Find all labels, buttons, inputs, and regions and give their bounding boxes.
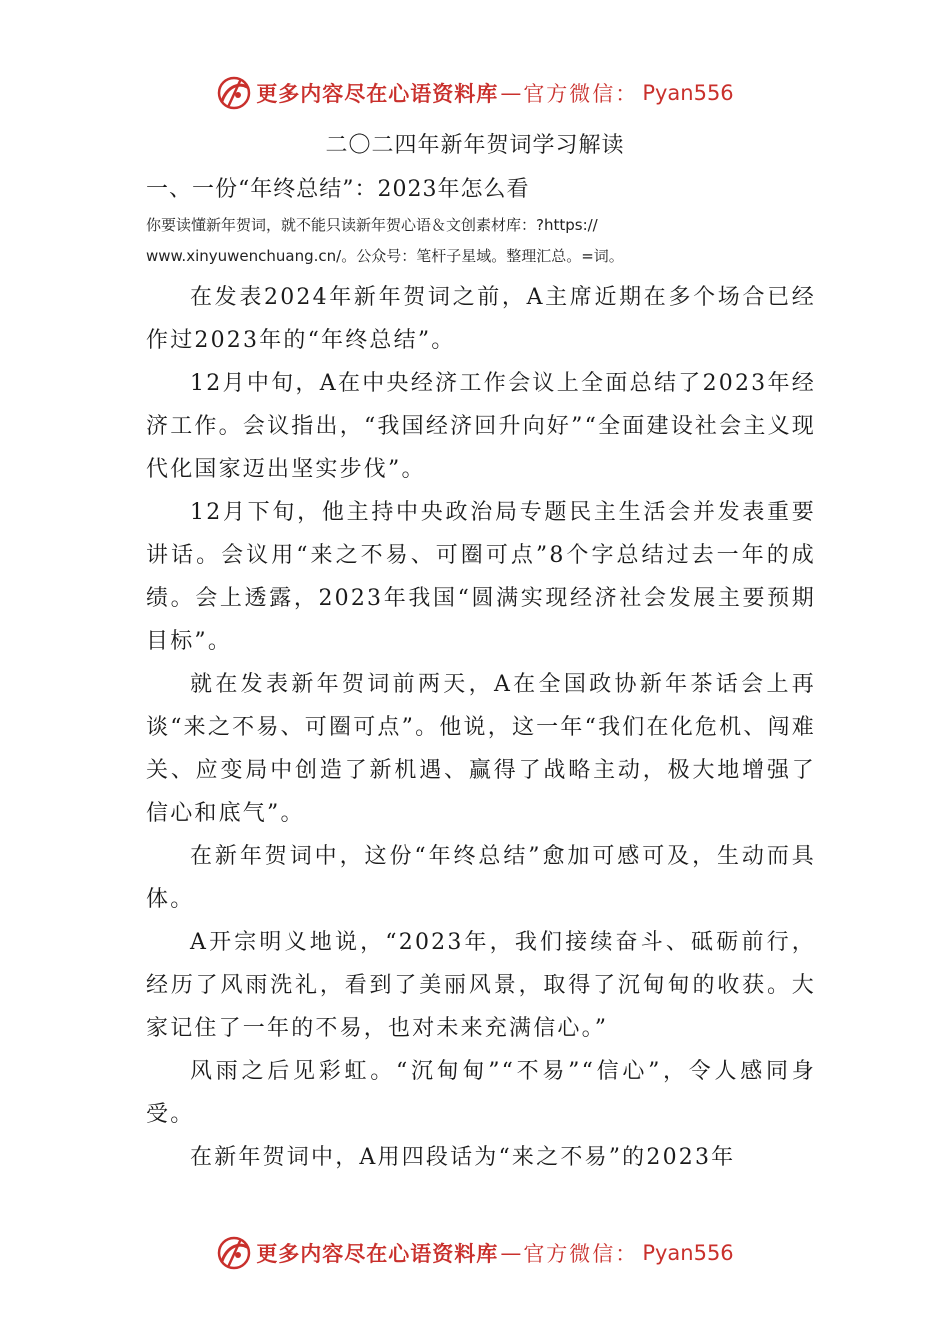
brand-logo-icon	[216, 1235, 252, 1271]
paragraph: 在发表2024年新年贺词之前，A主席近期在多个场合已经作过2023年的“年终总结”。	[146, 285, 816, 353]
source-note-line-2: www.xinyuwenchuang.cn/。公众号：笔杆子星域。整理汇总。=词。	[146, 247, 624, 265]
source-note-line-1: 你要读懂新年贺词，就不能只读新年贺心语＆文创素材库：?https://	[146, 216, 598, 234]
paragraph: A开宗明义地说，“2023年，我们接续奋斗、砥砺前行，经历了风雨洗礼，看到了美丽风景，取得了沉甸甸的收获。大家记住了一年的不易，也对未来充满信心。”	[146, 930, 816, 1041]
watermark-official-label: 官方微信：	[523, 1242, 639, 1266]
paragraph: 在新年贺词中，A用四段话为“来之不易”的2023年	[190, 1145, 736, 1170]
article-body	[146, 276, 816, 1179]
section-heading: 一、一份“年终总结”：2023年怎么看	[146, 177, 530, 202]
brand-logo-icon	[216, 75, 252, 111]
watermark-account: Pyan556	[642, 81, 734, 105]
paragraph: 风雨之后见彩虹。“沉甸甸”“不易”“信心”，令人感同身受。	[146, 1059, 816, 1127]
paragraph: 在新年贺词中，这份“年终总结”愈加可感可及，生动而具体。	[146, 844, 816, 912]
paragraph: 12月中旬，A在中央经济工作会议上全面总结了2023年经济工作。会议指出，“我国经济回升向好”“全面建设社会主义现代化国家迈出坚实步伐”。	[146, 371, 816, 482]
document-title: 二〇二四年新年贺词学习解读	[325, 133, 625, 158]
source-note	[146, 214, 816, 274]
watermark-banner-top	[0, 73, 950, 113]
watermark-banner-bottom	[0, 1233, 950, 1273]
watermark-brand-text: 更多内容尽在心语资料库	[256, 82, 499, 106]
watermark-separator: —	[500, 81, 522, 105]
watermark-official-label: 官方微信：	[523, 82, 639, 106]
paragraph: 就在发表新年贺词前两天，A在全国政协新年茶话会上再谈“来之不易、可圈可点”。他说，这一年“我们在化危机、闯难关、应变局中创造了新机遇、赢得了战略主动，极大地增强了信心和底气”。	[146, 672, 816, 826]
watermark-separator: —	[500, 1241, 522, 1265]
paragraph: 12月下旬，他主持中央政治局专题民主生活会并发表重要讲话。会议用“来之不易、可圈可点”8个字总结过去一年的成绩。会上透露，2023年我国“圆满实现经济社会发展主要预期目标”。	[146, 500, 816, 654]
watermark-brand-text: 更多内容尽在心语资料库	[256, 1242, 499, 1266]
watermark-account: Pyan556	[642, 1241, 734, 1265]
